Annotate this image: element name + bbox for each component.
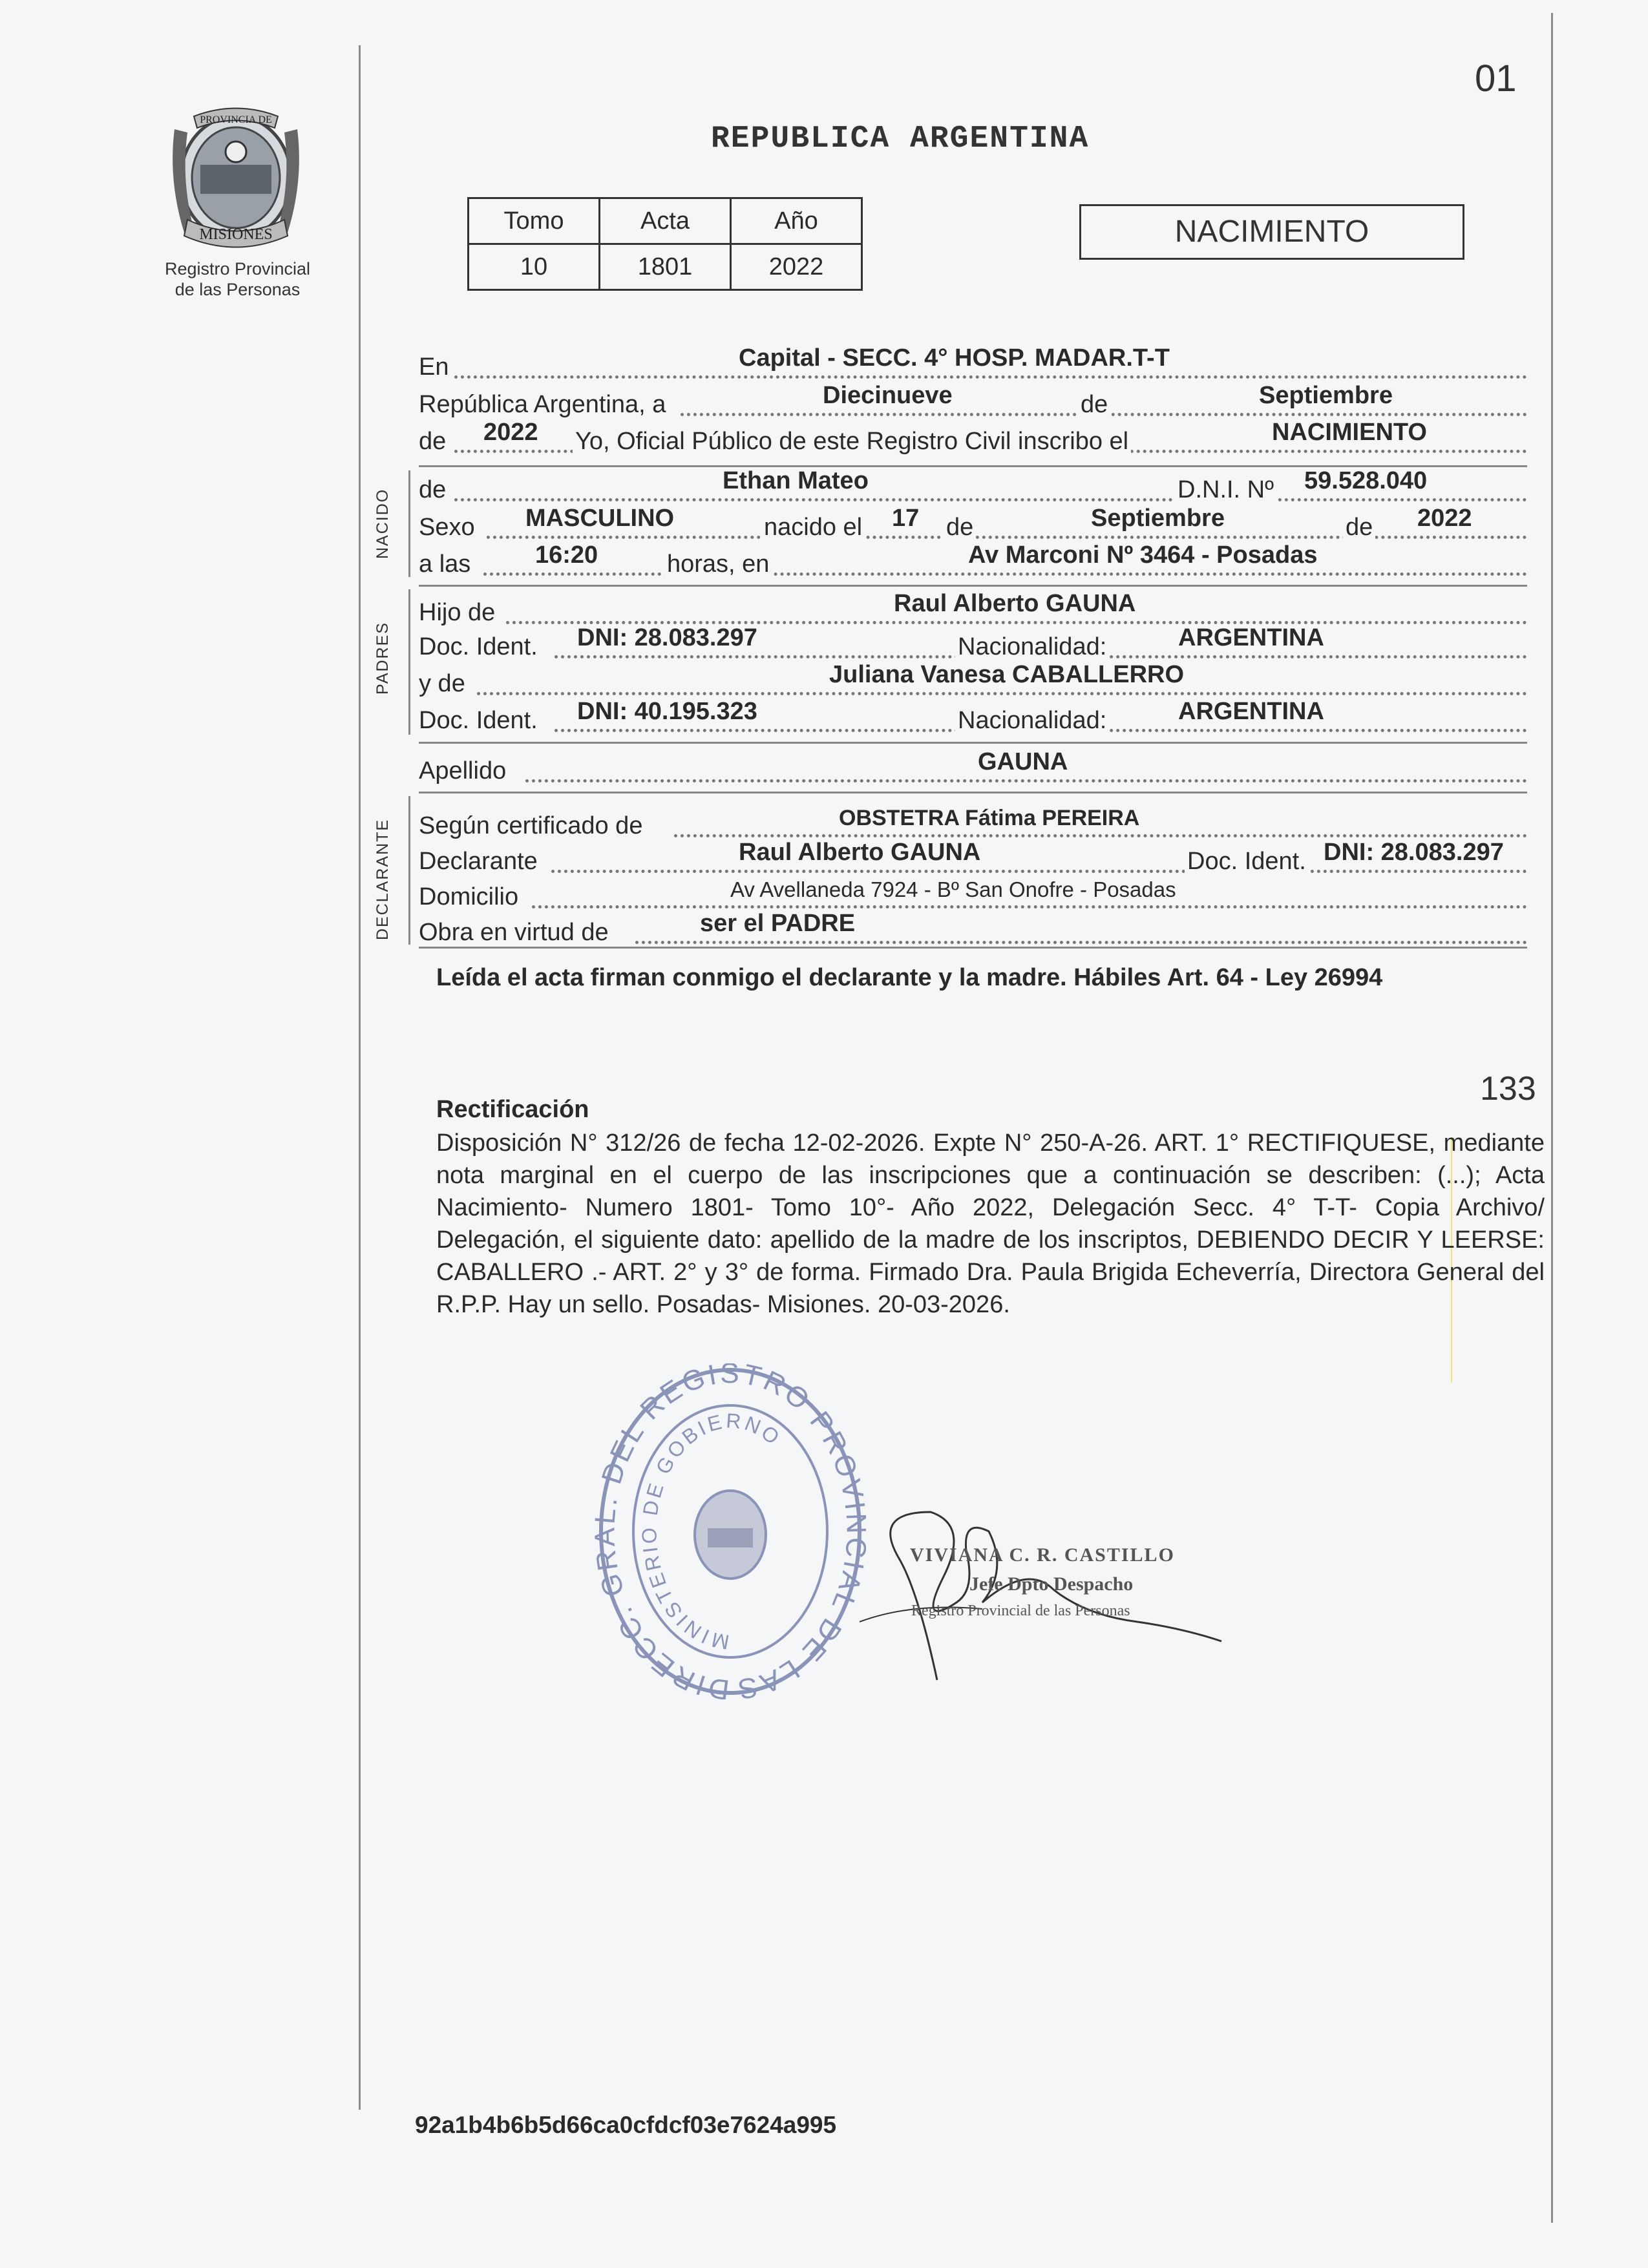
line-declarante: Declarante Doc. Ident. Raul Alberto GAUNA DNI: 28.083.297 <box>419 837 1527 876</box>
value-mes-nac: Septiembre <box>1091 505 1225 532</box>
padres-section <box>408 589 410 735</box>
line-apellido: Apellido GAUNA <box>419 746 1527 785</box>
province-seal-logo <box>155 103 317 258</box>
header-acta: Acta <box>600 198 731 244</box>
registry-table <box>467 197 863 291</box>
left-margin-rule <box>359 45 361 2110</box>
line-certificado: Según certificado de OBSTETRA Fátima PEREIRA <box>419 801 1527 840</box>
value-hora: 16:20 <box>535 541 598 569</box>
header-anio: Año <box>731 198 862 244</box>
value-dni: 59.528.040 <box>1304 467 1428 494</box>
line-nombre: de D.N.I. Nº Ethan Mateo 59.528.040 <box>419 465 1527 504</box>
value-padre-doc: DNI: 28.083.297 <box>577 624 757 651</box>
value-dia: Diecinueve <box>823 382 953 409</box>
value-nombre: Ethan Mateo <box>723 467 869 494</box>
record-type-box: NACIMIENTO <box>1079 204 1464 260</box>
value-domicilio: Av Avellaneda 7924 - Bº San Onofre - Posadas <box>730 877 1176 901</box>
official-stamp <box>595 1363 866 1699</box>
line-madre-doc: Doc. Ident. Nacionalidad: DNI: 40.195.323 ARGENTINA <box>419 696 1527 735</box>
declarante-label: DECLARANTE <box>374 818 392 940</box>
value-acta: 1801 <box>600 244 731 290</box>
value-lugar: Av Marconi Nº 3464 - Posadas <box>968 541 1318 569</box>
value-declarante-doc: DNI: 28.083.297 <box>1324 839 1504 866</box>
closing-statement: Leída el acta firman conmigo el declarante y la madre. Hábiles Art. 64 - Ley 26994 <box>436 964 1383 991</box>
value-tipo: NACIMIENTO <box>1272 419 1427 446</box>
divider <box>419 742 1527 744</box>
svg-text:MINISTERIO DE GOBIERNO: MINISTERIO DE GOBIERNO <box>637 1409 786 1654</box>
divider <box>419 947 1527 949</box>
logo-caption-line1: Registro Provincial <box>164 259 311 278</box>
svg-text:PROVINCIA DE: PROVINCIA DE <box>200 114 272 125</box>
svg-text:DIRECC. GRAL. DEL REGISTRO PRO: DIRECC. G DEL REGISTRO PRO AL DE LAS <box>595 1363 866 1699</box>
signatory-role: Jefe Dpto Despacho <box>969 1573 1134 1595</box>
signatory-name: VIVIANA C. R. CASTILLO <box>910 1544 1175 1566</box>
page-number: 01 <box>1475 58 1517 100</box>
rectificacion-title: Rectificación <box>436 1096 589 1123</box>
rectificacion-body: Disposición N° 312/26 de fecha 12-02-2026. Expte N° 250-A-26. ART. 1° RECTIFIQUESE, mediante nota marginal en el cuerpo de las inscripciones que a continuación se describen: (...); Acta Nacimiento- Numero 1801- Tomo 10°- Año 2022, Delegación Secc. 4° T-T- Copia Archivo/ Delegación, el siguiente dato: apellido de la madre de los inscriptos, DEBIENDO DECIR Y LEERSE: CABALLERO .- ART. 2° y 3° de forma. Firmado Dra. Paula Brigida Echeverría, Directora General del R.P.P. Hay un sello. Posadas- Misiones. 20-03-2026. <box>436 1129 1545 1318</box>
line-hora: a las horas, en 16:20 Av Marconi Nº 3464 - Posadas <box>419 540 1527 578</box>
line-madre: y de Juliana Vanesa CABALLERRO <box>419 659 1527 698</box>
svg-text:MISIONES: MISIONES <box>199 226 273 243</box>
value-padre: Raul Alberto GAUNA <box>894 590 1136 617</box>
line-sexo: Sexo nacido el de de MASCULINO 17 Septiembre 2022 <box>419 503 1527 541</box>
nacido-section <box>408 470 410 577</box>
line-domicilio: Domicilio Av Avellaneda 7924 - Bº San Onofre - Posadas <box>419 872 1527 911</box>
value-madre: Juliana Vanesa CABALLERRO <box>829 661 1185 688</box>
value-anio: 2022 <box>731 244 862 290</box>
value-dia-nac: 17 <box>892 505 920 532</box>
signatory-office: Registro Provincial de las Personas <box>911 1602 1130 1619</box>
value-certificado: OBSTETRA Fátima PEREIRA <box>839 806 1140 830</box>
divider <box>419 585 1527 587</box>
margin-number: 133 <box>1480 1070 1536 1108</box>
padres-label: PADRES <box>374 622 392 695</box>
value-en: Capital - SECC. 4° HOSP. MADAR.T-T <box>739 344 1170 372</box>
value-anio-nac: 2022 <box>1417 505 1472 532</box>
header-tomo: Tomo <box>469 198 600 244</box>
line-yo: de Yo, Oficial Público de este Registro Civil inscribo el 2022 NACIMIENTO <box>419 417 1527 456</box>
value-mes: Septiembre <box>1259 382 1393 409</box>
line-padre-doc: Doc. Ident. Nacionalidad: DNI: 28.083.297 ARGENTINA <box>419 622 1527 661</box>
right-margin-rule <box>1551 13 1553 2223</box>
value-declarante: Raul Alberto GAUNA <box>739 839 981 866</box>
value-padre-nac: ARGENTINA <box>1178 624 1324 651</box>
logo-caption-line2: de las Personas <box>174 280 301 299</box>
line-obra: Obra en virtud de ser el PADRE <box>419 908 1527 947</box>
value-madre-nac: ARGENTINA <box>1178 698 1324 725</box>
value-sexo: MASCULINO <box>525 505 675 532</box>
line-en <box>419 342 1527 381</box>
divider <box>419 792 1527 793</box>
value-tomo: 10 <box>469 244 600 290</box>
declarante-section <box>408 796 410 945</box>
document-title: REPUBLICA ARGENTINA <box>711 121 1090 156</box>
document-hash: 92a1b4b6b5d66ca0cfdcf03e7624a995 <box>415 2112 837 2138</box>
nacido-label: NACIDO <box>374 488 392 559</box>
logo-caption <box>129 258 346 300</box>
line-republica: República Argentina, a de Diecinueve Septiembre <box>419 380 1527 419</box>
line-hijo: Hijo de Raul Alberto GAUNA <box>419 588 1527 627</box>
value-madre-doc: DNI: 40.195.323 <box>577 698 757 725</box>
label-en: En <box>419 353 449 381</box>
signature-block <box>860 1473 1247 1699</box>
value-obra: ser el PADRE <box>700 910 856 937</box>
value-apellido: GAUNA <box>978 748 1068 775</box>
value-anio-intro: 2022 <box>483 419 538 446</box>
